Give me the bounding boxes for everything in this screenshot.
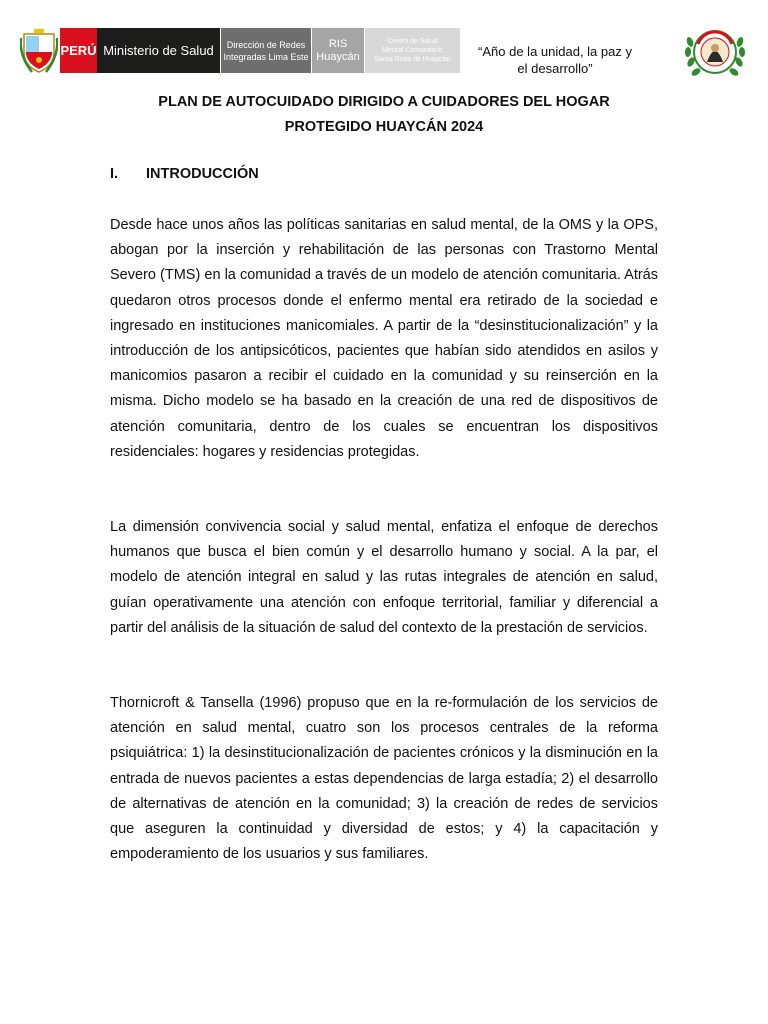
ministerio-label: Ministerio de Salud xyxy=(97,28,220,73)
paragraph: La dimensión convivencia social y salud mental, enfatiza el enfoque de derechos humanos que busca el bien común y el desarrollo humano y social. A la par, el modelo de atención integral en salud y las rutas integrales de atención en salud, guían operativamente una atención con enfoque territorial, familiar y diferencial a partir del análisis de la situación de salud del contexto de la prestación de servicios. xyxy=(110,519,658,636)
peru-label: PERÚ xyxy=(60,28,97,73)
title-line-1: PLAN DE AUTOCUIDADO DIRIGIDO A CUIDADORES DEL HOGAR xyxy=(158,94,610,110)
section-heading xyxy=(110,166,259,182)
csmc-seal-icon xyxy=(683,22,747,82)
section-number: I. xyxy=(110,166,119,182)
year-motto xyxy=(470,43,640,77)
paragraph: Thornicroft & Tansella (1996) propuso que en la re-formulación de los servicios de atención en salud mental, cuatro son los procesos centrales de la reforma psiquiátrica: 1) la desinstitucionalización de pacientes crónicos y la disminución en la entrada de nuevos pacientes a estas dependencias de larga estadía; 2) el desarrollo de alternativas de atención en la comunidad; 3) la creación de redes de servicios que aseguren la continuidad y diversidad de estos; y 4) la capacitación y empoderamiento de los usuarios y sus familiares. xyxy=(110,695,658,863)
peru-coat-of-arms-icon xyxy=(20,28,58,74)
centro-salud-label xyxy=(365,28,460,73)
centro-line-3: Santa Rosa de Huaycán xyxy=(374,56,451,63)
direccion-redes-label xyxy=(221,28,311,73)
document-title xyxy=(110,90,658,140)
direccion-line-2: Integradas Lima Este xyxy=(223,51,309,62)
ris-huaycan-label xyxy=(312,28,364,73)
centro-line-2: Mental Comunitario xyxy=(382,47,443,54)
paragraph: Desde hace unos años las políticas sanitarias en salud mental, de la OMS y la OPS, abogan por la inserción y rehabilitación de las personas con Trastorno Mental Severo (TMS) en la comunidad a través de un modelo de atención comunitaria. Atrás quedaron otros procesos donde el enfermo mental era retirado de la sociedad e ingresado en instituciones manicomiales. A partir de la “desinstitucionalización” y la introducción de los antipsicóticos, pacientes que habían sido atendidos en asilos y manicomios pasaron a recibir el cuidado en la comunidad y su reinserción en la misma. Dicho modelo se ha basado en la creación de una red de dispositivos de atención comunitaria, dentro de los cuales se encuentran los dispositivos residenciales: hogares y residencias protegidas. xyxy=(110,217,658,460)
direccion-line-1: Dirección de Redes xyxy=(226,39,306,50)
section-title: INTRODUCCIÓN xyxy=(146,166,259,182)
motto-line-1: “Año de la unidad, la paz y xyxy=(478,44,632,59)
centro-line-1: Centro de Salud xyxy=(387,38,438,45)
motto-line-2: el desarrollo” xyxy=(517,61,593,76)
ris-line-1: RIS xyxy=(328,37,348,50)
ris-line-2: Huaycán xyxy=(316,50,360,63)
document-header xyxy=(0,0,768,100)
title-line-2: PROTEGIDO HUAYCÁN 2024 xyxy=(284,119,484,135)
